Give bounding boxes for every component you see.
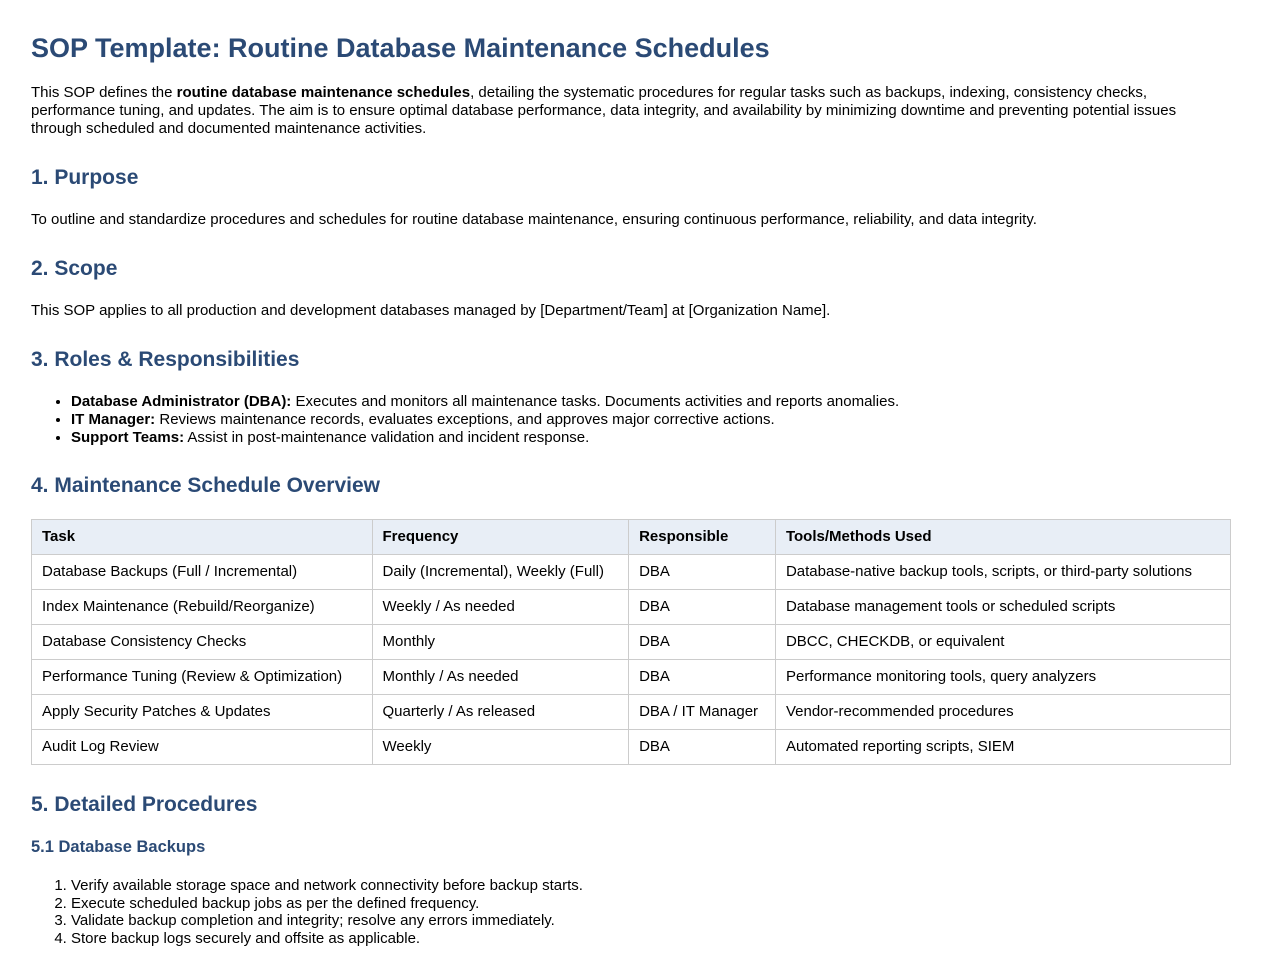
cell-tools: Performance monitoring tools, query analyzers — [775, 660, 1230, 695]
table-row — [32, 625, 1231, 660]
column-header-frequency: Frequency — [372, 520, 629, 555]
column-header-tools: Tools/Methods Used — [775, 520, 1230, 555]
cell-task: Audit Log Review — [32, 730, 373, 765]
section-heading-schedule-overview: 4. Maintenance Schedule Overview — [31, 474, 380, 498]
table-row — [32, 660, 1231, 695]
cell-responsible: DBA / IT Manager — [629, 695, 776, 730]
cell-task: Database Backups (Full / Incremental) — [32, 555, 373, 590]
cell-task: Database Consistency Checks — [32, 625, 373, 660]
backup-step: 3. Validate backup completion and integrity; resolve any errors immediately. — [71, 912, 1231, 930]
role-text: Reviews maintenance records, evaluates exceptions, and approves major corrective actions. — [155, 411, 775, 429]
role-label: Support Teams: — [71, 428, 185, 446]
table-row — [32, 555, 1231, 590]
cell-responsible: DBA — [629, 730, 776, 765]
purpose-paragraph: To outline and standardize procedures and schedules for routine database maintenance, ensuring continuous performance, reliability, and data integrity. — [31, 211, 1037, 229]
role-label: Database Administrator (DBA): — [71, 393, 292, 411]
cell-frequency: Quarterly / As released — [372, 695, 629, 730]
role-item-it-manager — [71, 411, 1231, 429]
cell-tools: Vendor-recommended procedures — [775, 695, 1230, 730]
role-text: Executes and monitors all maintenance tasks. Documents activities and reports anomalies. — [291, 393, 900, 411]
column-header-task: Task — [32, 520, 373, 555]
backup-steps-list — [31, 877, 1231, 947]
intro-paragraph — [31, 84, 1231, 138]
cell-responsible: DBA — [629, 590, 776, 625]
section-heading-detailed-procedures: 5. Detailed Procedures — [31, 793, 258, 817]
role-item-dba — [71, 393, 1231, 411]
section-heading-roles: 3. Roles & Responsibilities — [31, 348, 300, 372]
roles-list — [31, 393, 1231, 446]
column-header-responsible: Responsible — [629, 520, 776, 555]
scope-paragraph: This SOP applies to all production and development databases managed by [Department/Team] at [Organization Name]. — [31, 302, 831, 320]
cell-tools: Database-native backup tools, scripts, or third-party solutions — [775, 555, 1230, 590]
cell-frequency: Daily (Incremental), Weekly (Full) — [372, 555, 629, 590]
cell-frequency: Weekly — [372, 730, 629, 765]
subsection-heading-database-backups: 5.1 Database Backups — [31, 838, 206, 857]
cell-tools: DBCC, CHECKDB, or equivalent — [775, 625, 1230, 660]
intro-bold-text: routine database maintenance schedules — [176, 84, 471, 102]
backup-step: 1. Verify available storage space and network connectivity before backup starts. — [71, 877, 1231, 895]
table-row — [32, 695, 1231, 730]
cell-responsible: DBA — [629, 660, 776, 695]
backup-step: 4. Store backup logs securely and offsite as applicable. — [71, 930, 1231, 948]
maintenance-schedule-table — [31, 519, 1231, 765]
cell-task: Performance Tuning (Review & Optimization) — [32, 660, 373, 695]
intro-text-before: This SOP defines the — [31, 84, 177, 102]
cell-responsible: DBA — [629, 625, 776, 660]
cell-frequency: Monthly / As needed — [372, 660, 629, 695]
cell-tools: Database management tools or scheduled scripts — [775, 590, 1230, 625]
cell-responsible: DBA — [629, 555, 776, 590]
table-row — [32, 730, 1231, 765]
cell-frequency: Monthly — [372, 625, 629, 660]
role-text: Assist in post-maintenance validation and incident response. — [184, 428, 590, 446]
role-item-support-teams — [71, 429, 1231, 447]
cell-frequency: Weekly / As needed — [372, 590, 629, 625]
intro-text-after: , detailing the systematic procedures for regular tasks such as backups, indexing, consistency checks, performance tuning, and updates. The aim is to ensure optimal database performance, data integrity, and availability by minimizing downtime and preventing potential issues through scheduled and documented maintenance activities. — [31, 84, 1177, 138]
table-header-row — [32, 520, 1231, 555]
cell-tools: Automated reporting scripts, SIEM — [775, 730, 1230, 765]
role-label: IT Manager: — [71, 411, 156, 429]
section-heading-scope: 2. Scope — [31, 257, 118, 281]
cell-task: Index Maintenance (Rebuild/Reorganize) — [32, 590, 373, 625]
section-heading-purpose: 1. Purpose — [31, 166, 139, 190]
page-title: SOP Template: Routine Database Maintenance Schedules — [31, 33, 770, 63]
cell-task: Apply Security Patches & Updates — [32, 695, 373, 730]
table-row — [32, 590, 1231, 625]
backup-step: 2. Execute scheduled backup jobs as per the defined frequency. — [71, 895, 1231, 913]
